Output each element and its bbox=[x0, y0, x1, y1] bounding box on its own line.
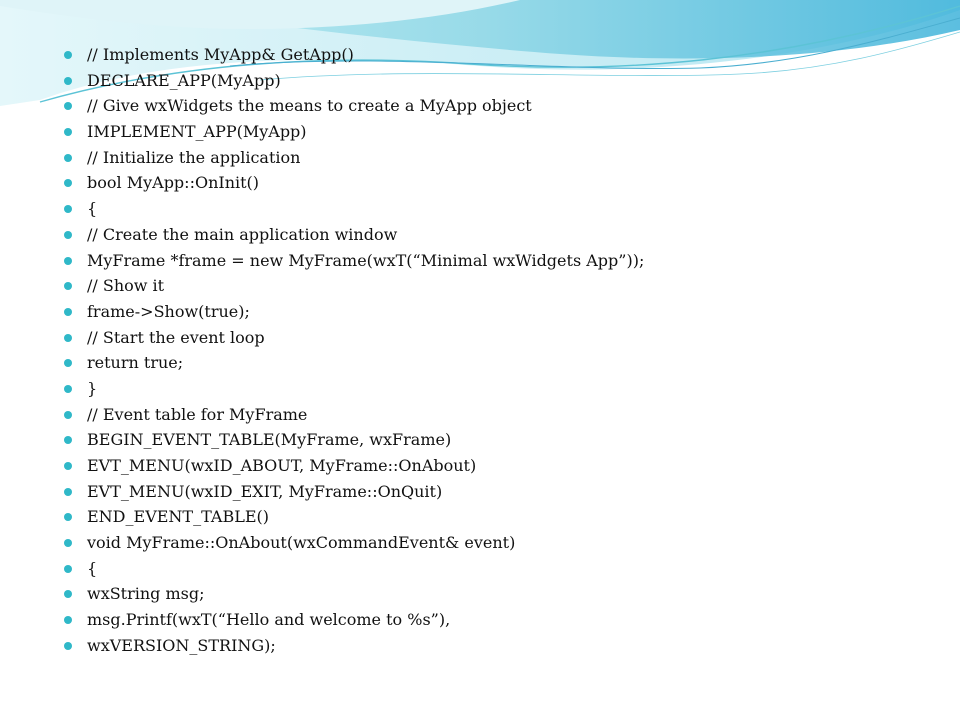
bullet-icon bbox=[64, 436, 72, 444]
code-line: return true; bbox=[87, 353, 184, 373]
code-line: { bbox=[87, 558, 98, 578]
bullet-icon bbox=[64, 359, 72, 367]
code-line: wxVERSION_STRING); bbox=[87, 635, 276, 655]
bullet-icon bbox=[64, 205, 72, 213]
code-line: { bbox=[87, 199, 98, 219]
bullet-icon bbox=[64, 308, 72, 316]
code-line: MyFrame *frame = new MyFrame(wxT(“Minimal wxWidgets App”)); bbox=[87, 250, 645, 270]
code-line: // Implements MyApp& GetApp() bbox=[87, 45, 354, 64]
code-line: // Initialize the application bbox=[87, 147, 301, 167]
list-item bbox=[64, 196, 644, 222]
bullet-icon bbox=[64, 154, 72, 162]
code-line: IMPLEMENT_APP(MyApp) bbox=[87, 122, 307, 142]
list-item bbox=[64, 556, 644, 582]
bullet-icon bbox=[64, 462, 72, 470]
code-line: EVT_MENU(wxID_ABOUT, MyFrame::OnAbout) bbox=[87, 456, 477, 475]
code-line: EVT_MENU(wxID_EXIT, MyFrame::OnQuit) bbox=[87, 481, 443, 501]
list-item bbox=[64, 581, 644, 607]
code-line: } bbox=[87, 378, 98, 398]
list-item bbox=[64, 273, 644, 299]
list-item bbox=[64, 119, 644, 145]
bullet-icon bbox=[64, 51, 72, 59]
bullet-icon bbox=[64, 488, 72, 496]
code-line: DECLARE_APP(MyApp) bbox=[87, 70, 281, 90]
list-item bbox=[64, 325, 644, 351]
list-item bbox=[64, 93, 644, 119]
list-item bbox=[64, 170, 644, 196]
list-item bbox=[64, 222, 644, 248]
bullet-icon bbox=[64, 257, 72, 265]
bullet-icon bbox=[64, 616, 72, 624]
code-line: // Create the main application window bbox=[87, 224, 398, 244]
code-line: bool MyApp::OnInit() bbox=[87, 173, 260, 193]
code-line: frame->Show(true); bbox=[87, 301, 250, 321]
list-item bbox=[64, 479, 644, 505]
bullet-icon bbox=[64, 77, 72, 85]
bullet-icon bbox=[64, 179, 72, 187]
code-line: // Show it bbox=[87, 276, 165, 296]
bullet-icon bbox=[64, 642, 72, 650]
list-item bbox=[64, 42, 644, 68]
list-item bbox=[64, 376, 644, 402]
list-item bbox=[64, 68, 644, 94]
list-item bbox=[64, 402, 644, 428]
bullet-icon bbox=[64, 231, 72, 239]
list-item bbox=[64, 248, 644, 274]
bullet-icon bbox=[64, 102, 72, 110]
code-line: // Give wxWidgets the means to create a MyApp object bbox=[87, 96, 532, 116]
bullet-icon bbox=[64, 385, 72, 393]
bullet-icon bbox=[64, 539, 72, 547]
list-item bbox=[64, 299, 644, 325]
bullet-icon bbox=[64, 590, 72, 598]
code-line: // Start the event loop bbox=[87, 327, 265, 347]
code-line: wxString msg; bbox=[87, 584, 205, 604]
list-item bbox=[64, 504, 644, 530]
list-item bbox=[64, 453, 644, 479]
code-line: BEGIN_EVENT_TABLE(MyFrame, wxFrame) bbox=[87, 430, 452, 450]
code-line: void MyFrame::OnAbout(wxCommandEvent& event) bbox=[87, 533, 516, 553]
code-line: // Event table for MyFrame bbox=[87, 404, 308, 424]
bullet-icon bbox=[64, 411, 72, 419]
list-item bbox=[64, 530, 644, 556]
bullet-icon bbox=[64, 282, 72, 290]
list-item bbox=[64, 427, 644, 453]
code-line: END_EVENT_TABLE() bbox=[87, 507, 269, 527]
bullet-icon bbox=[64, 128, 72, 136]
list-item bbox=[64, 607, 644, 633]
bullet-icon bbox=[64, 334, 72, 342]
bullet-icon bbox=[64, 565, 72, 573]
code-bullet-list bbox=[64, 42, 644, 659]
list-item bbox=[64, 633, 644, 659]
bullet-icon bbox=[64, 513, 72, 521]
list-item bbox=[64, 350, 644, 376]
code-line: msg.Printf(wxT(“Hello and welcome to %s”), bbox=[87, 610, 451, 630]
list-item bbox=[64, 145, 644, 171]
